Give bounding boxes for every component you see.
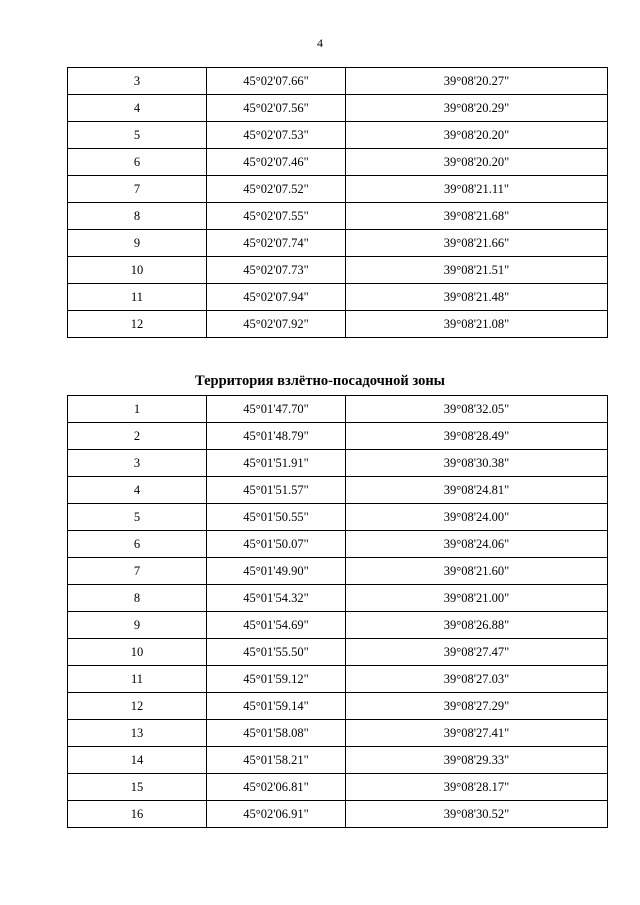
longitude-cell: 39°08'28.49" <box>346 423 608 450</box>
table-row <box>68 396 608 423</box>
coordinates-table-2 <box>67 395 608 828</box>
table-row <box>68 203 608 230</box>
table-row <box>68 774 608 801</box>
point-number-cell: 6 <box>68 149 207 176</box>
longitude-cell: 39°08'21.08" <box>346 311 608 338</box>
latitude-cell: 45°01'50.07" <box>207 531 346 558</box>
point-number-cell: 12 <box>68 311 207 338</box>
section-title: Территория взлётно-посадочной зоны <box>195 373 445 389</box>
point-number-cell: 8 <box>68 585 207 612</box>
longitude-cell: 39°08'20.20" <box>346 149 608 176</box>
latitude-cell: 45°01'59.12" <box>207 666 346 693</box>
latitude-cell: 45°01'47.70" <box>207 396 346 423</box>
point-number-cell: 8 <box>68 203 207 230</box>
point-number-cell: 5 <box>68 504 207 531</box>
table-row <box>68 176 608 203</box>
latitude-cell: 45°02'07.53" <box>207 122 346 149</box>
point-number-cell: 9 <box>68 230 207 257</box>
point-number-cell: 5 <box>68 122 207 149</box>
longitude-cell: 39°08'30.52" <box>346 801 608 828</box>
table-row <box>68 585 608 612</box>
coordinates-table-1 <box>67 67 608 338</box>
table-row <box>68 693 608 720</box>
latitude-cell: 45°01'48.79" <box>207 423 346 450</box>
latitude-cell: 45°01'49.90" <box>207 558 346 585</box>
longitude-cell: 39°08'26.88" <box>346 612 608 639</box>
table-row <box>68 612 608 639</box>
table-row <box>68 531 608 558</box>
table-row <box>68 68 608 95</box>
latitude-cell: 45°02'07.46" <box>207 149 346 176</box>
table-row <box>68 423 608 450</box>
table-row <box>68 720 608 747</box>
latitude-cell: 45°01'58.08" <box>207 720 346 747</box>
point-number-cell: 12 <box>68 693 207 720</box>
latitude-cell: 45°01'58.21" <box>207 747 346 774</box>
table-row <box>68 666 608 693</box>
longitude-cell: 39°08'21.51" <box>346 257 608 284</box>
table-row <box>68 149 608 176</box>
longitude-cell: 39°08'21.60" <box>346 558 608 585</box>
table-row <box>68 95 608 122</box>
latitude-cell: 45°01'51.57" <box>207 477 346 504</box>
latitude-cell: 45°01'54.69" <box>207 612 346 639</box>
table-row <box>68 122 608 149</box>
point-number-cell: 3 <box>68 68 207 95</box>
point-number-cell: 16 <box>68 801 207 828</box>
latitude-cell: 45°02'07.52" <box>207 176 346 203</box>
point-number-cell: 4 <box>68 95 207 122</box>
longitude-cell: 39°08'20.29" <box>346 95 608 122</box>
longitude-cell: 39°08'29.33" <box>346 747 608 774</box>
longitude-cell: 39°08'20.27" <box>346 68 608 95</box>
longitude-cell: 39°08'32.05" <box>346 396 608 423</box>
table-row <box>68 504 608 531</box>
point-number-cell: 11 <box>68 284 207 311</box>
latitude-cell: 45°02'07.66" <box>207 68 346 95</box>
latitude-cell: 45°02'07.55" <box>207 203 346 230</box>
longitude-cell: 39°08'30.38" <box>346 450 608 477</box>
table-row <box>68 230 608 257</box>
point-number-cell: 7 <box>68 176 207 203</box>
point-number-cell: 1 <box>68 396 207 423</box>
point-number-cell: 11 <box>68 666 207 693</box>
point-number-cell: 10 <box>68 639 207 666</box>
table-row <box>68 311 608 338</box>
longitude-cell: 39°08'24.06" <box>346 531 608 558</box>
longitude-cell: 39°08'27.03" <box>346 666 608 693</box>
latitude-cell: 45°02'07.74" <box>207 230 346 257</box>
longitude-cell: 39°08'27.47" <box>346 639 608 666</box>
point-number-cell: 6 <box>68 531 207 558</box>
table-row <box>68 450 608 477</box>
latitude-cell: 45°02'07.73" <box>207 257 346 284</box>
latitude-cell: 45°01'50.55" <box>207 504 346 531</box>
point-number-cell: 13 <box>68 720 207 747</box>
latitude-cell: 45°01'51.91" <box>207 450 346 477</box>
latitude-cell: 45°01'55.50" <box>207 639 346 666</box>
longitude-cell: 39°08'24.00" <box>346 504 608 531</box>
point-number-cell: 9 <box>68 612 207 639</box>
latitude-cell: 45°02'06.91" <box>207 801 346 828</box>
latitude-cell: 45°01'59.14" <box>207 693 346 720</box>
table-row <box>68 284 608 311</box>
point-number-cell: 4 <box>68 477 207 504</box>
longitude-cell: 39°08'27.29" <box>346 693 608 720</box>
longitude-cell: 39°08'28.17" <box>346 774 608 801</box>
latitude-cell: 45°02'07.56" <box>207 95 346 122</box>
point-number-cell: 14 <box>68 747 207 774</box>
longitude-cell: 39°08'20.20" <box>346 122 608 149</box>
table-row <box>68 801 608 828</box>
table-row <box>68 257 608 284</box>
table-row <box>68 747 608 774</box>
table-row <box>68 558 608 585</box>
point-number-cell: 7 <box>68 558 207 585</box>
longitude-cell: 39°08'21.68" <box>346 203 608 230</box>
longitude-cell: 39°08'27.41" <box>346 720 608 747</box>
longitude-cell: 39°08'21.11" <box>346 176 608 203</box>
latitude-cell: 45°02'06.81" <box>207 774 346 801</box>
latitude-cell: 45°02'07.92" <box>207 311 346 338</box>
page-number: 4 <box>317 36 323 50</box>
longitude-cell: 39°08'21.66" <box>346 230 608 257</box>
longitude-cell: 39°08'21.48" <box>346 284 608 311</box>
longitude-cell: 39°08'24.81" <box>346 477 608 504</box>
longitude-cell: 39°08'21.00" <box>346 585 608 612</box>
latitude-cell: 45°02'07.94" <box>207 284 346 311</box>
latitude-cell: 45°01'54.32" <box>207 585 346 612</box>
point-number-cell: 3 <box>68 450 207 477</box>
table-row <box>68 639 608 666</box>
table-row <box>68 477 608 504</box>
point-number-cell: 15 <box>68 774 207 801</box>
point-number-cell: 2 <box>68 423 207 450</box>
point-number-cell: 10 <box>68 257 207 284</box>
